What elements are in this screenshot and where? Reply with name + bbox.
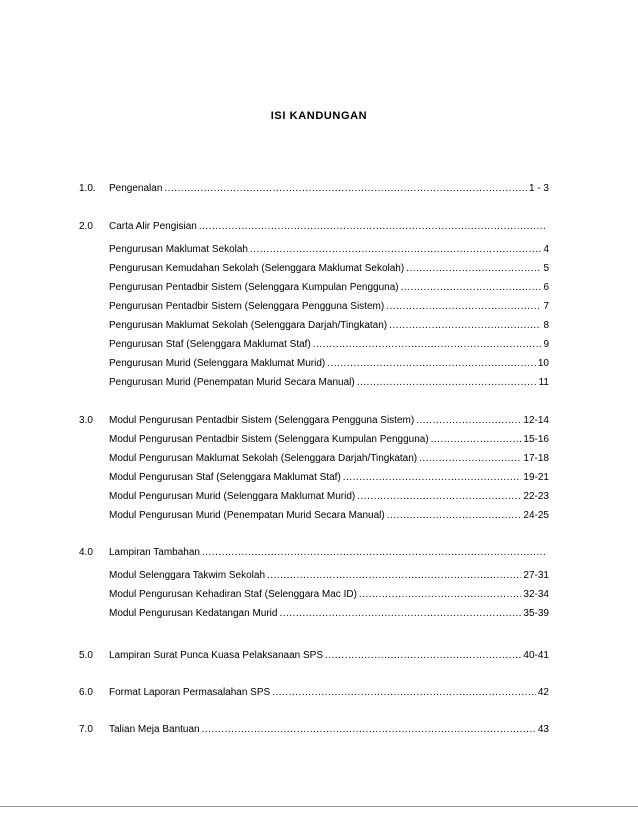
toc-leader-dots	[327, 357, 536, 371]
toc-subentry	[109, 319, 549, 333]
toc-leader-dots	[267, 569, 521, 583]
toc-page: 22-23	[523, 491, 549, 502]
toc-subentry	[109, 338, 549, 352]
toc-subentry	[109, 471, 549, 485]
toc-title: Modul Pengurusan Maklumat Sekolah (Selenggara Darjah/Tingkatan)	[109, 453, 418, 464]
toc-subentry	[109, 588, 549, 602]
toc-number: 4.0	[79, 547, 93, 558]
toc-subentry	[109, 433, 549, 447]
toc-title: Modul Pengurusan Pentadbir Sistem (Selenggara Kumpulan Pengguna)	[109, 434, 429, 445]
toc-entry-4-0	[79, 546, 549, 560]
toc-subentry	[109, 300, 549, 314]
page-title: ISI KANDUNGAN	[270, 110, 368, 122]
toc-page: 5	[543, 263, 549, 274]
toc-page: 42	[537, 687, 549, 698]
toc-number: 5.0	[79, 650, 93, 661]
toc-leader-dots	[199, 220, 547, 234]
toc-leader-dots	[357, 490, 521, 504]
toc-subentry	[109, 607, 549, 621]
toc-entry-3-0	[79, 414, 549, 428]
toc-page: 32-34	[523, 589, 549, 600]
toc-page: 11	[538, 377, 549, 388]
toc-page: 17-18	[523, 453, 549, 464]
toc-leader-dots	[343, 471, 522, 485]
toc-page: 7	[543, 301, 549, 312]
toc-leader-dots	[313, 338, 542, 352]
toc-leader-dots	[279, 607, 521, 621]
toc-title: Format Laporan Permasalahan SPS	[109, 687, 271, 698]
toc-page: 43	[537, 724, 549, 735]
toc-subentry	[109, 243, 549, 257]
toc-title: Modul Selenggara Takwim Sekolah	[109, 570, 266, 581]
toc-title: Pengurusan Maklumat Sekolah (Selenggara Darjah/Tingkatan)	[109, 320, 388, 331]
toc-page: 6	[543, 282, 549, 293]
toc-entry-2-0	[79, 220, 549, 234]
toc-subentry	[109, 490, 549, 504]
toc-page: 40-41	[523, 650, 549, 661]
toc-title: Pengurusan Staf (Selenggara Maklumat Staf)	[109, 339, 311, 350]
toc-subentry	[109, 376, 549, 390]
toc-title: Pengurusan Murid (Penempatan Murid Secara Manual)	[109, 377, 355, 388]
toc-subentry	[109, 569, 549, 583]
toc-leader-dots	[387, 509, 522, 523]
toc-title: Pengurusan Kemudahan Sekolah (Selenggara Maklumat Sekolah)	[109, 263, 405, 274]
toc-subentry	[109, 509, 549, 523]
toc-leader-dots	[250, 243, 541, 257]
toc-leader-dots	[359, 588, 522, 602]
toc-leader-dots	[325, 649, 521, 663]
toc-page: 9	[543, 339, 549, 350]
toc-leader-dots	[202, 723, 536, 737]
toc-page: 27-31	[523, 570, 549, 581]
toc-title: Pengurusan Maklumat Sekolah	[109, 244, 248, 255]
toc-title: Lampiran Tambahan	[109, 547, 200, 558]
toc-page: 19-21	[523, 472, 549, 483]
toc-title: Modul Pengurusan Kedatangan Murid	[109, 608, 278, 619]
toc-title: Pengurusan Murid (Selenggara Maklumat Murid)	[109, 358, 326, 369]
toc-page: 15-16	[523, 434, 549, 445]
toc-page: 24-25	[523, 510, 549, 521]
toc-title: Modul Pengurusan Pentadbir Sistem (Selenggara Pengguna Sistem)	[109, 415, 415, 426]
toc-title: Carta Alir Pengisian	[109, 221, 197, 232]
toc-leader-dots	[386, 300, 541, 314]
toc-page: 12-14	[523, 415, 549, 426]
toc-page: 8	[543, 320, 549, 331]
toc-page: 4	[543, 244, 549, 255]
toc-title: Pengenalan	[109, 183, 163, 194]
toc-subentry	[109, 452, 549, 466]
toc-entry-5-0	[79, 649, 549, 663]
toc-number: 3.0	[79, 415, 93, 426]
toc-leader-dots	[416, 414, 521, 428]
toc-entry-1-0	[79, 182, 549, 196]
toc-leader-dots	[357, 376, 537, 390]
toc-number: 2.0	[79, 221, 93, 232]
bottom-divider	[0, 806, 638, 807]
toc-page: 10	[537, 358, 549, 369]
toc-leader-dots	[389, 319, 541, 333]
toc-title: Modul Pengurusan Murid (Penempatan Murid Secara Manual)	[109, 510, 385, 521]
toc-page: 1 - 3	[528, 183, 549, 194]
toc-title: Lampiran Surat Punca Kuasa Pelaksanaan SPS	[109, 650, 324, 661]
toc-number: 6.0	[79, 687, 93, 698]
toc-title: Modul Pengurusan Murid (Selenggara Maklumat Murid)	[109, 491, 356, 502]
toc-title: Talian Meja Bantuan	[109, 724, 200, 735]
toc-leader-dots	[272, 686, 536, 700]
toc-leader-dots	[419, 452, 521, 466]
toc-title: Modul Pengurusan Staf (Selenggara Maklumat Staf)	[109, 472, 341, 483]
toc-entry-6-0	[79, 686, 549, 700]
toc-entry-7-0	[79, 723, 549, 737]
toc-subentry	[109, 281, 549, 295]
toc-number: 1.0.	[79, 183, 96, 194]
toc-title: Modul Pengurusan Kehadiran Staf (Selenggara Mac ID)	[109, 589, 357, 600]
toc-leader-dots	[202, 546, 547, 560]
toc-leader-dots	[401, 281, 542, 295]
toc-page: 35-39	[523, 608, 549, 619]
toc-number: 7.0	[79, 724, 93, 735]
toc-leader-dots	[164, 182, 527, 196]
toc-subentry	[109, 262, 549, 276]
toc-subentry	[109, 357, 549, 371]
toc-leader-dots	[406, 262, 541, 276]
toc-title: Pengurusan Pentadbir Sistem (Selenggara Pengguna Sistem)	[109, 301, 385, 312]
toc-leader-dots	[431, 433, 522, 447]
toc-title: Pengurusan Pentadbir Sistem (Selenggara Kumpulan Pengguna)	[109, 282, 399, 293]
